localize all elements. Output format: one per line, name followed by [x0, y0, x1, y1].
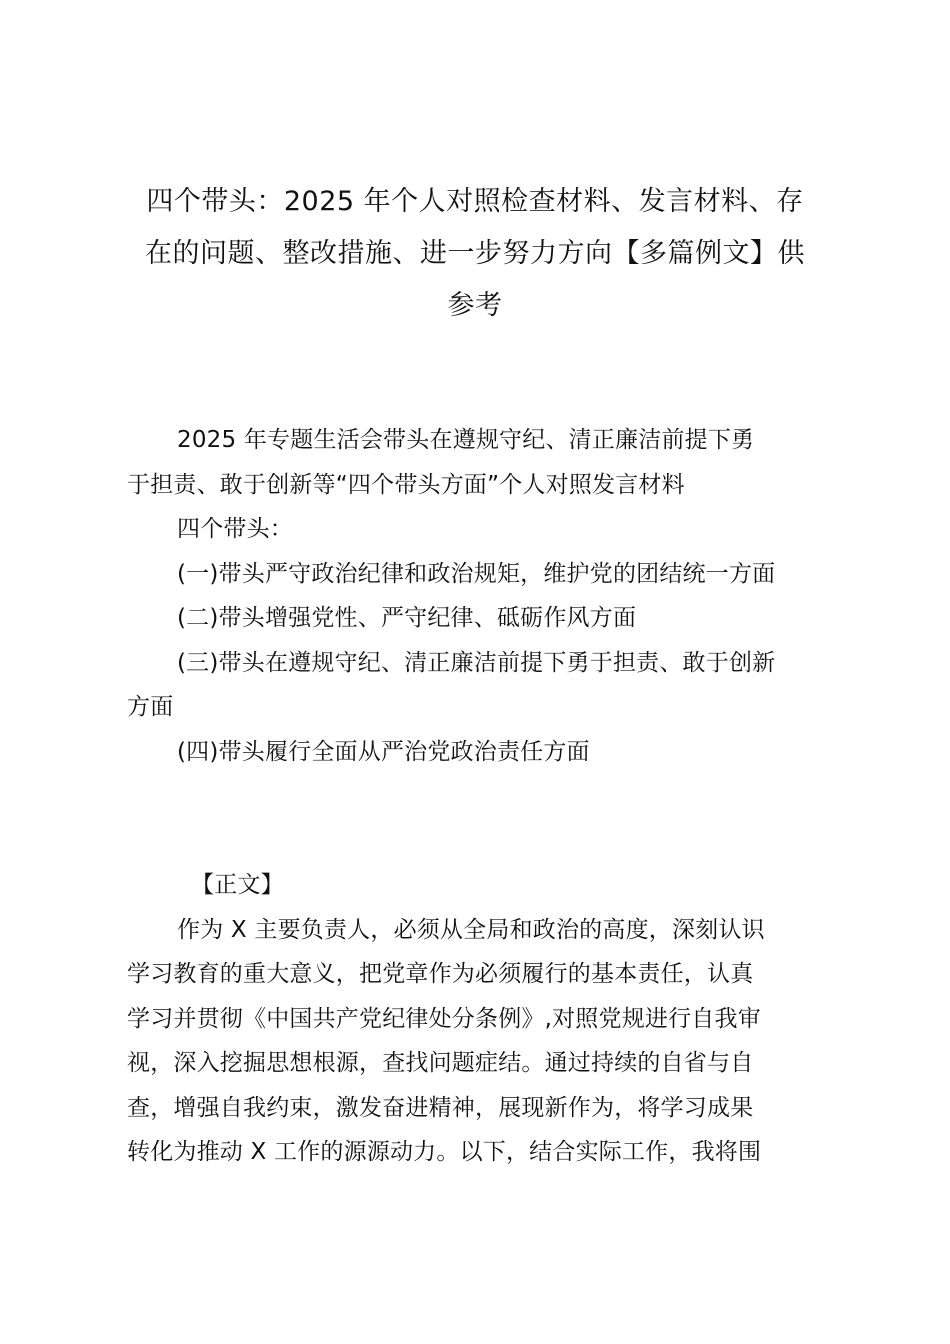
list-item: (四)带头履行全面从严治党政治责任方面 — [177, 738, 590, 765]
list-item: (二)带头增强党性、严守纪律、砥砺作风方面 — [177, 605, 637, 631]
paragraph-line: 学习并贯彻《中国共产党纪律处分条例》,对照党规进行自我审 — [127, 1005, 761, 1032]
title-line: 四个带头：2025 年个人对照检查材料、发言材料、存 — [146, 186, 804, 217]
paragraph-line: 学习教育的重大意义，把党章作为必须履行的基本责任，认真 — [127, 961, 754, 987]
list-item-continuation: 方面 — [127, 694, 174, 720]
subtitle-line: 于担责、敢于创新等“四个带头方面”个人对照发言材料 — [127, 471, 685, 498]
paragraph-line: 转化为推动 X 工作的源源动力。以下，结合实际工作，我将围 — [127, 1139, 762, 1165]
title-line: 参考 — [447, 290, 503, 321]
intro-section — [127, 418, 827, 774]
section-heading: 【正文】 — [191, 872, 284, 898]
list-item: (一)带头严守政治纪律和政治规矩，维护党的团结统一方面 — [177, 560, 776, 587]
main-section — [127, 863, 827, 1175]
four-heading: 四个带头： — [177, 516, 293, 542]
subtitle-line: 2025 年专题生活会带头在遵规守纪、清正廉洁前提下勇 — [177, 427, 755, 453]
paragraph-line: 查，增强自我约束，激发奋进精神，展现新作为，将学习成果 — [127, 1094, 754, 1121]
title-line: 在的问题、整改措施、进一步努力方向【多篇例文】供 — [145, 238, 805, 269]
list-item: (三)带头在遵规守纪、清正廉洁前提下勇于担责、敢于创新 — [177, 649, 776, 676]
paragraph-line: 作为 X 主要负责人，必须从全局和政治的高度，深刻认识 — [177, 916, 765, 943]
document-title — [120, 176, 830, 332]
paragraph-line: 视，深入挖掘思想根源，查找问题症结。通过持续的自省与自 — [127, 1050, 754, 1076]
